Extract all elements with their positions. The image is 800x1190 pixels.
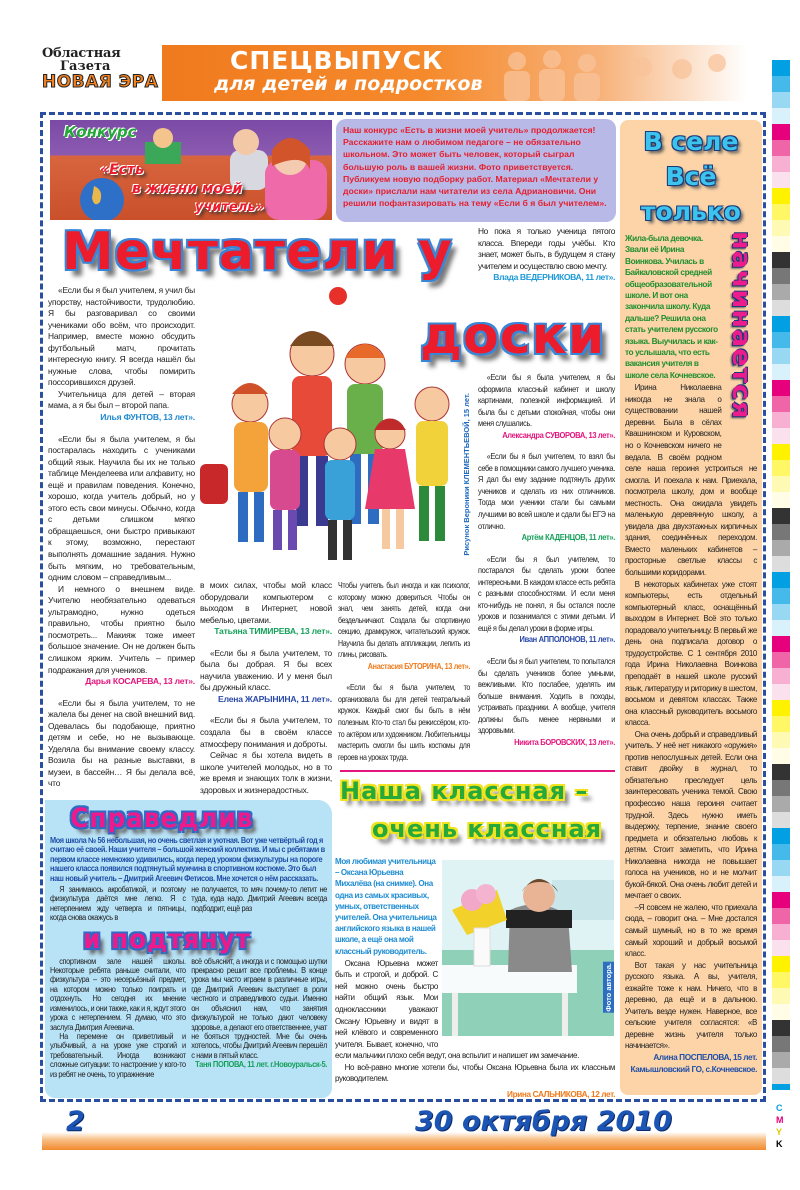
fair-text-b2: всё объяснит, а иногда и с помощью шутки прекрасно решит все проблемы. В конце урока мы часто играем в различные игры, где Дмитрий Агеевич выступает в роли честного и справедливого судьи. Именно он объяснил нам, что занятия физкультурой не только дают человеку здоровье, а делают его ответственнее, учат не бояться трудностей. Мне бы очень хотелось, чтобы Дмитрий Агеевич перешёл с нами в пятый класс. [191,956,328,1060]
drawing-caption: Рисунок Вероники КЛЕМЕНТЬЕВОЙ, 15 лет. [462,393,471,556]
author-signature: Иван АППОЛОНОВ, 11 лет». [519,634,615,645]
village-intro: Жила-была девочка. Звали её Ирина Воинкова. Училась в Байкаловской средней общеобразовательной школе. И вот она закончила школу. Куда дальше? Решила она стать учителем русского языка. Выучилась и как-то услышала, что есть вакансия учителя в школе села Кочневское. [625,233,718,380]
contest-title-1: «Есть [100,162,144,178]
contest-intro: Наш конкурс «Есть в жизни моей учитель» продолжается! Расскажите нам о любимом педагоге – не обязательно школьном. Это может быть человек, который сыграл большую роль в вашей жизни. Фото приветствуется. Публикуем новую подборку работ. Материал «Мечтатели у доски» прислали нам читатели из села Адриановичи. Они решили пофантазировать на тему «Если б я был учителем». [336,119,616,222]
classy-text-2: Но всё-равно многие хотели бы, чтобы Оксана Юрьевна была их классным руководителем. [335,1061,615,1084]
fair-head-1: Справедлив [70,803,254,834]
balloon-icon [329,287,347,305]
fair-signature: Таня ПОПОВА, 11 лет. г.Новоуральск-5. [195,1060,328,1070]
paragraph: Ирина Николаевна никогда не знала о существовании нашей деревни. Была в сёлах Квашнинском и Куровском, но о Кочневском ничего не ведала. В своём родном селе наша героиня устроиться не смогла. И поехала к нам. Приехала, посмотрела школу, дом и вообще местность. Она ожидала увидеть маленькую деревянную школу, а увидела два двухэтажных кирпичных здания, соединённых переходом. Вместо маленьких кабинетов – просторные светлые классы с большими коридорами. [625,382,757,578]
village-head-3: только [641,197,741,226]
fair-text-a1: Я занимаюсь акробатикой, и поэтому физкультура даётся мне легко. Я с нетерпением жду четверга и пятницы, когда снова окажусь в [50,885,186,923]
main-title-line1: Мечтатели у [62,222,453,282]
paragraph: Она очень добрый и справедливый учитель. У неё нет никакого «оружия» против непослушных детей. Если она ставит двойку в журнал, то обязательно преследует цель заинтересовать ученика темой. Свою профессию наша героиня считает трудной. Здесь нужно иметь выдержку, терпение, знание своего предмета и обязательно любовь к детям. Стоит заметить, что Ирина Николаевна никогда не повышает голоса на учеников, но и не молчит букой-бякой. Она очень любит детей и мечтает о своих. [625,728,757,901]
paragraph: «Если бы я был учителем, то попытался бы сделать учеников более умными, вежливыми. Кто послабее, уделять им больше внимания. Ходить в походы, устраивать праздники. А вообще, учителя должны быть менее нервными и здоровыми. [478,656,615,736]
paragraph: –Я совсем не жалею, что приехала сюда, – говорит она. – Мне достался самый шумный, но в то же время самый хороший и добрый восьмой класс. [625,901,757,959]
contest-label: Конкурс [64,123,137,141]
author-signature: Дарья КОСАРЕВА, 13 лет». [85,676,195,687]
classy-article [335,856,615,1100]
column-4 [478,372,615,758]
village-head-vertical: начинается [726,231,757,420]
contest-title-3: учитель» [195,200,265,215]
classy-head-2: очень классная [372,815,603,843]
author-signature: Алина ПОСПЕЛОВА, 15 лет. Камышловский ГО, с.Кочневское. [630,1052,757,1074]
contest-title-2: в жизни моей [132,181,243,197]
fair-text-a2: спортивном зале нашей школы. Некоторые ребята раньше считали, что физкультура – это несерьёзный предмет, на котором можно только поиграть и отдохнуть. Но сегодня их мнение изменилось, и они также, как и я, ждут этого урока с нетерпением. Я думаю, что это заслуга Дмитрия Агеевича. [50,956,186,1032]
classy-intro: Моя любимая учительница – Оксана Юрьевна Михалёва (на снимке). Она одна из самых красивых, умных, ответственных учителей. Она учительница английского языка в нашей школе, а ещё она мой классный руководитель. [335,856,437,956]
paragraph: «Если бы я была учителем, я бы постаралась находить с учениками общий язык. Научила бы их не только таблице Менделеева или алфавиту, но ещё и правилам поведения. Конечно, хорошо, когда учитель добрый, но у этого есть свои минусы. Обычно, когда с детьми слишком мягко обращаешься, они быстро привыкают к этому, возможно, перестают выполнять домашние задания. Нужно быть мягким, но требовательным, одним словом – справедливым... [48,433,195,583]
fair-teacher-content [50,802,327,1079]
column-3 [338,580,470,763]
logo-line3: НОВАЯ ЭРА [42,72,159,92]
special-issue-banner [162,45,747,101]
village-text [625,233,757,1075]
paragraph: «Если бы я был учителем, то постарался бы сделать уроки более интересными. В каждом классе есть ребята с разными способностями. И если меня кто-нибудь не понял, я бы остался после уроков и позанимался с этими детьми. И ещё я бы делал уроки в форме игры. [478,553,615,633]
paragraph: в моих силах, чтобы мой класс оборудовали компьютером с выходом в Интернет, новой мебелью, цветами. [200,580,332,625]
village-body [625,382,757,1075]
author-signature: Никита БОРОВСКИХ, 13 лет». [514,736,615,747]
village-head-2: Всё [665,162,717,191]
paragraph: Вот такая у нас учительница русского языка. А вы, учителя, езжайте тоже к нам. Ничего, что в деревню, да ещё и в дальнюю. Учитель везде нужен. Наверное, все сельские учителя согласятся: «В деревне жизнь учителя только начинается». [625,959,757,1051]
author-signature: Артём КАДЕНЦОВ, 11 лет». [521,532,615,543]
main-title-line2: доски [420,306,606,366]
issue-date: 30 октября 2010 [415,1106,672,1137]
paragraph: «Если бы я была учителем, то организовала бы для детей театральный кружок. Каждый смог бы быть в нём полезным. Кто-то стал бы режиссёром, кто-то актёром или художником. Любительницы мастерить смогли бы шить костюмы для героев на уроках труда. [338,682,470,762]
paragraph: «Если бы я была учителем, я бы оформила классный кабинет и школу картинами, полезной информацией. И была бы с детьми спокойная, чтобы они меня слушались. [478,372,615,429]
classy-text-1: Оксана Юрьевна может быть и строгой, и доброй. С ней можно очень быстро найти общий язык. Мои одноклассники уважают Оксану Юрьевну и видят в ней клёвого и современного учителя. Бывает, конечно, что если мальчики плохо себя ведут, она вспылит и напишет им замечание. [335,957,580,1061]
cmyk-k: K [776,1139,783,1149]
village-head-1: В селе [643,127,739,156]
paragraph: «Если бы я была учителем, то была бы добрая. Я бы всех научила уважению. И у меня был бы дружный класс. [200,647,332,693]
divider-line [340,770,615,772]
paragraph: «Если бы я была учителем, то не жалела бы денег на свой внешний вид. Одевалась бы подобающе, приятно детям и себе, но не вызывающе. Уделяла бы внимание своему классу. Возила бы на разные выставки, в музеи, в бассейн… Я бы делала всё, что [48,697,195,789]
author-signature: Александра СУВОРОВА, 13 лет». [502,429,615,440]
newspaper-logo [42,46,164,100]
fair-head-2: и подтянут [83,923,251,955]
fair-text-b1: не получается, то мяч почему-то летит не туда, куда надо. Дмитрий Агеевич всегда подбодрит, ещё раз [191,885,328,913]
column-4-top [478,226,615,294]
paragraph: Чтобы учитель был иногда и как психолог, которому можно довериться. Чтобы он знал, чем занять детей, когда они бездельничают. Создала бы спортивную секцию, драмкружок, читательский кружок. Научила бы делать аппликации, лепить из глины, рисовать. [338,580,470,660]
author-signature: Татьяна ТИМИРЕВА, 13 лет». [214,626,332,637]
contest-banner [50,120,332,220]
paragraph: Сейчас я бы хотела видеть в школе учителей молодых, но в то же время и знающих толк в жизни, здоровых и жизнерадостных. [200,750,332,795]
photo-caption: Фото автора. [604,963,613,1012]
paragraph: Но пока я только ученица пятого класса. Впереди годы учёбы. Кто знает, может быть, в будущем я стану учителем и осуществлю свою мечту. [478,226,615,271]
teens-photo-icon [492,47,742,101]
column-1 [48,285,195,790]
author-signature: Влада ВЕДЕРНИКОВА, 11 лет». [493,272,615,283]
author-signature: Елена ЖАРЫНИНА, 11 лет». [218,693,332,704]
paragraph: «Если бы я был учителем, я учил бы упорству, настойчивости, трудолюбию. Я бы разговаривал со своими учениками обо всём, что происходит. Например, вместе можно обсудить футбольный матч, прочитать интересную книгу. Я всегда нашёл бы нужные слова, чтобы помирить поссорившихся друзей. [48,285,195,388]
logo-line1: Областная [42,46,121,61]
village-article [620,120,762,1095]
cmyk-c: C [776,1103,783,1113]
cmyk-y: Y [776,1127,783,1137]
classy-head-1: Наша классная – [340,777,589,805]
author-signature: Илья ФУНТОВ, 13 лет». [100,412,195,423]
page-number: 2 [66,1106,85,1137]
paragraph: В некоторых кабинетах уже стоят компьютеры, есть отдельный компьютерный класс, оснащённый выходом в Интернет. Всё это только порадовало учительницу. В первый же день она подписала договор о трудоустройстве. С 1 сентября 2010 года Ирина Николаевна Воинкова преподаёт в нашей школе русский язык, литературу и риторику в шестом, восьмом и девятом классах. Также она классный руководитель восьмого класса. [625,578,757,728]
paragraph: «Если бы я был учителем, то взял бы себе в помощники самого лучшего ученика. Я дал бы ему задание подтянуть других учеников и сделать из них отличников. Тогда мои ученики стали бы самыми лучшими во всей школе и сдали бы ЕГЭ на отлично. [478,451,615,531]
paragraph: «Если бы я была учителем, то создала бы в своём классе атмосферу понимания и доброты. [200,715,332,749]
banner-subtitle: для детей и подростков [214,73,483,95]
banner-title: СПЕЦВЫПУСК [230,46,444,75]
column-2 [200,580,332,796]
fair-intro: Моя школа № 56 небольшая, но очень светлая и уютная. Вот уже четвёртый год я считаю её своей. Наши учителя – большой женский коллектив. И мы с ребятами в первом классе немножко удивились, когда перед уроком физкультуры на пороге нашего класса появился подтянутый мужчина в спортивном костюме. Это был наш новый учитель – Дмитрий Агеевич Фетисов. Мне хочется о нём рассказать. [50,836,325,883]
cmyk-m: M [776,1115,784,1125]
photo-spacer [438,856,615,1040]
author-signature: Анастасия БУТОРИНА, 13 лет». [367,660,470,671]
fair-text-a3: На перемене он приветливый и улыбчивый, а на уроке уже строгий и требовательный. Иногда возникают сложные ситуации: то настроение у кого-то из ребят не очень, то упражнение [50,1031,186,1079]
color-calibration-strip [772,60,790,1090]
paragraph: Учительница для детей – вторая мама, а я бы был – второй папа. [48,388,195,411]
logo-line2: Газета [60,59,111,74]
paragraph: И немного о внешнем виде. Учителю необязательно одеваться ультрамодно, нужно одеться правильно, чтобы приятно было посмотреть... Макияж тоже имеет большое значение. Он не должен быть слишком ярким. Учитель – пример подражания для учеников. [48,583,195,675]
classy-signature: Ирина САЛЬНИКОВА, 12 лет. [507,1088,615,1099]
